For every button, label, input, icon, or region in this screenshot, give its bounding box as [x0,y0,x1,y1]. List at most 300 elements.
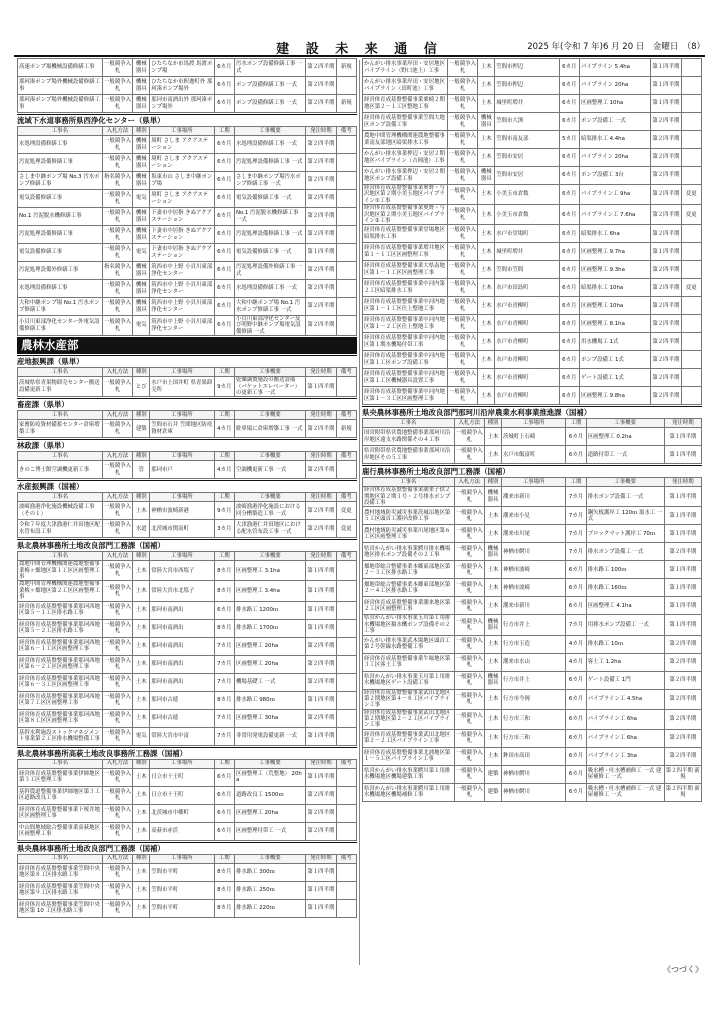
cell-summary: 区画整理工 20ha [234,637,305,655]
column-header-bid-method: 入札方法 [102,493,133,502]
cell-name: 大和中継ポンプ場 No.1 汚水ポンプ修繕工事 [18,298,103,316]
cell-note [336,673,356,691]
column-header-location: 工事場所 [150,452,214,461]
cell-location: 潮来市水山 [501,653,565,671]
cell-location: 北茨城市関南町 [150,520,214,538]
cell-type: 機械器具 [478,167,495,185]
cell-location: 水戸市上国井町 県青果卸売所 [150,377,214,397]
cell-period: 8カ月 [214,691,234,709]
table-header-row [18,493,357,502]
cell-location: 水戸市田島町 [495,279,559,297]
cell-period: 6カ月 [214,154,234,172]
table-row [18,172,357,190]
cell-period: 6カ月 [214,77,234,95]
cell-bid-method: 一般競争入札 [102,95,133,113]
cell-period: 8カ月 [214,899,234,917]
cell-summary: 区画整理工 9.3ha [579,261,650,279]
cell-location: 那珂市南酒出 [150,655,214,673]
column-header-name: 工事名 [18,552,103,561]
cell-period: 6カ月 [559,387,579,405]
cell-location: 下妻市中居指 きぬアクアステーション [150,208,214,226]
cell-bid-method: 一般競争入札 [102,822,133,840]
table-row [363,59,702,77]
cell-location: 小美玉市倉数 [495,185,559,205]
cell-type: 土木 [478,369,495,387]
cell-period: 6カ月 [214,226,234,244]
cell-summary: 排水路工 1200ｍ [234,601,305,619]
cell-note [336,822,356,840]
cell-period: 6カ月 [214,208,234,226]
cell-name: 畑地帯総合整備事業本郷東部地区第２－４工区排水路工事 [363,579,455,597]
cell-timing: 第２四半期 [306,804,337,822]
cell-period: 6カ月 [214,280,234,298]
cell-timing: 第１四半期 [664,597,701,615]
table-row [18,244,357,262]
cell-type: 機械器具 [133,77,150,95]
cell-timing: 第１四半期 [651,77,682,95]
cell-type: 土木 [478,95,495,113]
cell-bid-method: 一般競争入札 [102,804,133,822]
project-table [17,367,357,397]
cell-name: 経営体育成基盤整備事業那珂西地区第６－１工区区画整理工事 [18,637,103,655]
cell-location: 水戸市青柳町 [495,387,559,405]
cell-summary: 非常用発電設備更新 一式 [234,727,305,745]
table-row [363,297,702,315]
cell-name: かんがい排水事業押辺・安居２期地区パイプライン（吉岡池）工事 [363,149,448,167]
cell-name: 経営体育成基盤整備事業武田北地区第２－２工区パイプライン工事 [363,729,455,747]
cell-timing: 第２四半期 [651,167,682,185]
column-header-summary: 工事概要 [234,854,305,863]
cell-type: 土木 [478,261,495,279]
project-table [17,451,357,479]
column-header-bid-method: 入札方法 [102,452,133,461]
cell-timing: 第１四半期 [651,243,682,261]
cell-timing: 第１四半期 [664,579,701,597]
cell-bid-method: 一般競争入札 [102,768,133,786]
column-header-period: 工期 [566,478,586,487]
column-header-period: 工期 [214,493,234,502]
section-title: 林政課（県単） [17,439,357,451]
cell-name: 経営体育成基盤整備事業那珂西地区第６－３工区区画整理工事 [18,673,103,691]
cell-type: 機械器具 [133,59,150,77]
cell-type: 機械器具 [485,615,502,635]
cell-summary: 暗渠排水工 10ha [579,279,650,297]
cell-timing: 第１四半期 [306,727,337,745]
column-header-location: 工事場所 [501,478,565,487]
cell-period: 6カ月 [559,59,579,77]
cell-summary: ポンプ設備工 3台 [579,167,650,185]
cell-location: 日立市十王町 [150,786,214,804]
cell-bid-method: 一般競争入札 [447,261,478,279]
cell-bid-method: 一般競争入札 [454,615,485,635]
cell-location: 坂東市山 さしま中継ポンプ場 [150,172,214,190]
cell-bid-method: 一般競争入札 [447,369,478,387]
cell-summary: ポンプ設備工 一式 [579,113,650,131]
cell-note [681,261,701,279]
cell-bid-method: 一般競争入札 [447,225,478,243]
cell-period: 6カ月 [566,747,586,765]
cell-name: 経営体育成基盤整備事業牛堀地区第３工区客土工事 [363,653,455,671]
cell-location: 行方市今岡 [501,689,565,709]
cell-location: 境町 さしま アクアステーション [150,154,214,172]
cell-timing: 第２四半期 [651,149,682,167]
cell-location: 神栖市波崎 [501,579,565,597]
cell-summary: 水処理設備修繕工事 一式 [234,280,305,298]
table-row [363,149,702,167]
table-row [363,351,702,369]
table-row [18,316,357,336]
cell-period: 3カ月 [214,520,234,538]
cell-timing: 第１四半期 [664,525,701,543]
cell-summary: 区画整理工 9.7ha [579,243,650,261]
table-row [363,561,702,579]
column-header-timing: 発注時期 [664,419,701,428]
cell-summary: 区画整理付帯工 一式 [234,822,305,840]
cell-timing: 第２四半期 [651,113,682,131]
cell-name: 農村地域防災減災事業茨城沼地区第５工区頭首工護岸改修工事 [363,507,455,525]
cell-type: 土木 [485,653,502,671]
table-row [363,113,702,131]
cell-location: 笠間市平町 [150,863,214,881]
cell-location: 水戸市青柳町 [495,297,559,315]
column-divider [359,60,360,965]
cell-bid-method: 一般競争入札 [102,59,133,77]
cell-note [681,95,701,113]
table-row [18,881,357,899]
cell-type: 土木 [133,601,150,619]
cell-timing: 第２四半期 [306,77,337,95]
cell-type: 土木 [485,709,502,729]
cell-period: 6カ月 [559,351,579,369]
column-header-summary: 工事概要 [586,419,664,428]
column-header-timing: 発注時期 [306,552,337,561]
cell-note [336,709,356,727]
cell-name: 農地中間管理機構関連農地整備事業梅ヶ畑地区第２工区区画整理工事 [18,581,103,601]
cell-location: 水戸市堂場町 [495,225,559,243]
column-header-period: 工期 [214,552,234,561]
column-header-bid-method: 入札方法 [454,419,485,428]
column-header-location: 工事場所 [150,854,214,863]
cell-note [681,77,701,95]
cell-bid-method: 一般競争入札 [447,333,478,351]
column-header-note: 備考 [336,759,356,768]
cell-summary: 道路付帯工 一式 [586,446,664,464]
cell-period: 6カ月 [566,597,586,615]
cell-bid-method: 一般競争入札 [454,507,485,525]
cell-type: 機械器具 [133,226,150,244]
cell-type: 土木 [133,619,150,637]
cell-name: 茨城県県青果物卸売センター搬送設備更新工事 [18,377,103,397]
cell-bid-method: 一般競争入札 [447,59,478,77]
cell-period: 7カ月 [214,637,234,655]
cell-note [336,768,356,786]
cell-period: 6カ月 [566,765,586,783]
cell-period: 8カ月 [214,619,234,637]
cell-bid-method: 一般競争入札 [102,561,133,581]
cell-note: 変更 [681,205,701,225]
column-header-name: 工事名 [18,411,103,420]
cell-timing: 第２四半期 新規 [664,783,701,801]
cell-bid-method: 一般競争入札 [454,783,485,801]
cell-name: 経営体育成基盤整備事業中河内地区第１工区ポンプ設備工事 [363,351,448,369]
table-row [18,520,357,538]
column-header-timing: 発注時期 [306,493,337,502]
cell-note [336,881,356,899]
cell-note: 変更 [336,520,356,538]
cell-name: 経営体育成基盤整備事業笠間中央地区第８工区排水路工事 [18,863,103,881]
cell-period: 7カ月 [566,615,586,635]
table-row [18,655,357,673]
cell-note [336,601,356,619]
cell-bid-method: 一般競争入札 [454,525,485,543]
project-table [362,58,702,405]
table-header-row [18,452,357,461]
column-header-name: 工事名 [18,493,103,502]
cell-name: 経営体育成基盤整備事業堂場地区暗渠排水工事 [363,225,448,243]
cell-type: 機械器具 [133,95,150,113]
cell-timing: 第２四半期 [651,131,682,149]
table-row [363,279,702,297]
table-row [363,671,702,689]
cell-type: 土木 [478,59,495,77]
cell-type: 土木 [133,881,150,899]
cell-summary: 区画整理工（荒整地） 20ha [234,768,305,786]
cell-note [336,863,356,881]
cell-type: 土木 [478,315,495,333]
cell-bid-method: 一般競争入札 [102,727,133,745]
column-header-summary: 工事概要 [234,759,305,768]
cell-location: ひたちなか市馬渡 馬渡ポンプ場 [150,59,214,77]
column-header-type: 種別 [133,854,150,863]
cell-timing: 第２四半期 [651,315,682,333]
cell-name: 水処理設備修繕工事 [18,136,103,154]
cell-location: 小美玉市倉数 [495,205,559,225]
cell-note [336,581,356,601]
table-row [18,77,357,95]
column-header-period: 工期 [214,411,234,420]
cell-name: 汚泥処理設備修繕工事 [18,154,103,172]
cell-summary: ポンプ設備修繕工事 一式 [234,95,305,113]
cell-location: 日立市十王町 [150,768,214,786]
column-header-summary: 工事概要 [234,452,305,461]
cell-timing: 第２四半期 [664,543,701,561]
column-header-type: 種別 [133,759,150,768]
cell-note [681,167,701,185]
cell-type: 土木 [485,597,502,615]
column-header-timing: 発注時期 [306,411,337,420]
cell-timing: 第２四半期 [651,185,682,205]
cell-location: 茨城町上石崎 [501,428,565,446]
cell-type: 機械器具 [485,543,502,561]
cell-summary: 区画整理工 0.2ha [586,428,664,446]
cell-location: 神栖市波崎新港 [150,502,214,520]
cell-period: 6カ月 [559,261,579,279]
cell-name: 高速ポンプ場機械設備修繕工事 [18,59,103,77]
column-header-type: 種別 [133,127,150,136]
column-header-name: 工事名 [18,368,103,377]
left-column [17,58,357,918]
header-rule [14,55,705,57]
cell-bid-method: 一般競争入札 [102,154,133,172]
cell-bid-method: 一般競争入札 [454,597,485,615]
cell-name: 波崎漁港浄化施設機械設備工事（その１） [18,502,103,520]
section-title: 県北農林事務所高萩土地改良事務所工務課（国補） [17,747,357,759]
table-row [363,243,702,261]
cell-summary: 排水ポンプ設備工 一式 [586,543,664,561]
cell-name: 経営体育成基盤整備事業中河内地区第１－２工区仕上整地工事 [363,315,448,333]
cell-period: 7カ月 [214,655,234,673]
cell-timing: 第２四半期 [306,154,337,172]
table-row [363,369,702,387]
cell-note [336,136,356,154]
cell-period: 7カ月 [214,709,234,727]
cell-location: 潮来市川尾 [501,525,565,543]
cell-summary: 機場基礎工 一式 [234,673,305,691]
cell-timing: 第２四半期 [306,461,337,479]
cell-summary: さしま中継ポンプ場汚水ポンプ修繕工事 一式 [234,172,305,190]
cell-period: 6カ月 [214,172,234,190]
cell-summary: 駐車場に倉庫増築工事 一式 [234,420,305,438]
cell-timing: 第１四半期 [651,95,682,113]
cell-type: 土木 [485,561,502,579]
cell-location: 笠間市押辺 [495,77,559,95]
cell-type: 土木 [133,561,150,581]
cell-timing: 第１四半期 [306,619,337,637]
cell-timing: 第２四半期 [664,671,701,689]
cell-location: 笠間市南友部 [495,131,559,149]
project-table [17,58,357,113]
table-row [363,525,702,543]
cell-timing: 第１四半期 [664,561,701,579]
continued-mark: 《つづく》 [663,965,703,974]
cell-note [681,333,701,351]
cell-location: 行方市玉造 [501,635,565,653]
cell-name: 電気設備修繕工事 [18,190,103,208]
cell-name: 経営体育成基盤整備事業中河内地区第１－３工区区画整理工事 [363,387,448,405]
cell-timing: 第２四半期 [306,59,337,77]
table-row [18,768,357,786]
column-header-location: 工事場所 [150,552,214,561]
column-header-type: 種別 [133,552,150,561]
project-table [17,126,357,336]
cell-type: 土木 [133,899,150,917]
cell-timing: 第２四半期 [651,387,682,405]
cell-period: 6カ月 [566,783,586,801]
cell-name: さしま中継ポンプ場 No.3 汚水ポンプ修繕工事 [18,172,103,190]
cell-summary: 汚水ポンプ設備修繕工事 一式 [234,59,305,77]
cell-location: 行方市三和 [501,729,565,747]
cell-period: 7カ月 [214,673,234,691]
column-header-period: 工期 [214,452,234,461]
table-row [363,225,702,243]
cell-type: 機械器具 [478,113,495,131]
cell-type: 土木 [478,243,495,261]
table-row [18,601,357,619]
column-header-type: 種別 [133,411,150,420]
cell-timing: 第１四半期 [664,428,701,446]
cell-type: 土木 [478,149,495,167]
cell-name: 家畜防疫資材備蓄センター倉庫増築工事 [18,420,103,438]
cell-name: 経営体育成基盤整備事業中河内地区第１－１工区仕上整地工事 [363,297,448,315]
cell-bid-method: 一般競争入札 [102,420,133,438]
cell-period: 6カ月 [559,225,579,243]
cell-period: 7カ月 [566,543,586,561]
cell-summary: 排水路工 1700ｍ [234,619,305,637]
cell-note [336,637,356,655]
cell-location: 潮来市新川 [501,487,565,507]
cell-type: 電気 [133,244,150,262]
column-header-summary: 工事概要 [234,127,305,136]
cell-summary: 排水路工 100ｍ [586,561,664,579]
cell-bid-method: 一般競争入札 [454,765,485,783]
cell-summary: 区画整理工 3.1ha [234,561,305,581]
cell-summary: 排水路工 220ｍ [234,899,305,917]
cell-period: 6カ月 [214,136,234,154]
cell-summary: 水処理設備修繕工事 一式 [234,136,305,154]
cell-type: 土木 [478,333,495,351]
cell-location: 常陸大宮市中富 [150,727,214,745]
cell-bid-method: 一般競争入札 [454,729,485,747]
section-title: 県央農林事務所土地改良部門那珂川沿岸農業水利事業推進課（国補） [362,406,702,418]
table-row [18,673,357,691]
cell-bid-method: 一般競争入札 [102,280,133,298]
cell-location: 城里町増井 [495,95,559,113]
table-header-row [18,759,357,768]
cell-note [681,351,701,369]
table-header-row [363,478,702,487]
cell-timing: 第２四半期 [306,420,337,438]
table-row [363,507,702,525]
column-header-bid-method: 入札方法 [102,368,133,377]
cell-name: 県営かんがい排水事業玉川第１用排水機場地区揚水機ポンプ設備その２工事 [363,615,455,635]
cell-type: 土木 [485,579,502,597]
table-header-row [18,411,357,420]
cell-timing: 第２四半期 [651,369,682,387]
cell-name: 基幹水利施設ストックマネジメント事業第２工区排水機場整備工事 [18,727,103,745]
table-row [363,315,702,333]
cell-name: 経営体育成基盤整備事業北浦地区第１－５工区パイプライン工事 [363,747,455,765]
cell-location: 常陸大宮市北塩子 [150,581,214,601]
cell-timing: 第２四半期 新規 [664,765,701,783]
cell-bid-method: 一般競争入札 [102,298,133,316]
cell-name: 農地中間管理機構関連農地整備事業南友部地区暗渠排水工事 [363,131,448,149]
table-row [363,689,702,709]
cell-bid-method: 一般競争入札 [102,244,133,262]
cell-period: 6カ月 [566,428,586,446]
cell-timing: 第２四半期 [306,172,337,190]
cell-summary: 排水路工 250ｍ [234,881,305,899]
cell-name: 県営かんがい排水事業鰐川第１用排水機場地区機場建築工事 [363,765,455,783]
issue-date-page: 2025 年(令和 7 年)6 月 20 日 金曜日 （8） [527,42,705,52]
cell-location: 笠間市笠間 [495,261,559,279]
column-header-type: 種別 [485,419,502,428]
table-header-row [363,419,702,428]
column-header-name: 工事名 [18,854,103,863]
cell-period: 6カ月 [214,316,234,336]
column-header-bid-method: 入札方法 [102,127,133,136]
cell-summary: 区画整理工 30ha [234,709,305,727]
cell-timing: 第１四半期 [306,377,337,397]
cell-name: かんがい排水事業武木場地区頭首工第２号幹線水路整備工事 [363,635,455,653]
cell-bid-method: 一般競争入札 [454,428,485,446]
cell-bid-method: 一般競争入札 [102,77,133,95]
table-row [363,709,702,729]
cell-period: 6カ月 [214,244,234,262]
table-header-row [18,552,357,561]
cell-type: 土木 [485,689,502,709]
column-header-note: 備考 [336,452,356,461]
cell-summary: 鋼矢板護岸工 120ｍ 取水工 一式 [586,507,664,525]
